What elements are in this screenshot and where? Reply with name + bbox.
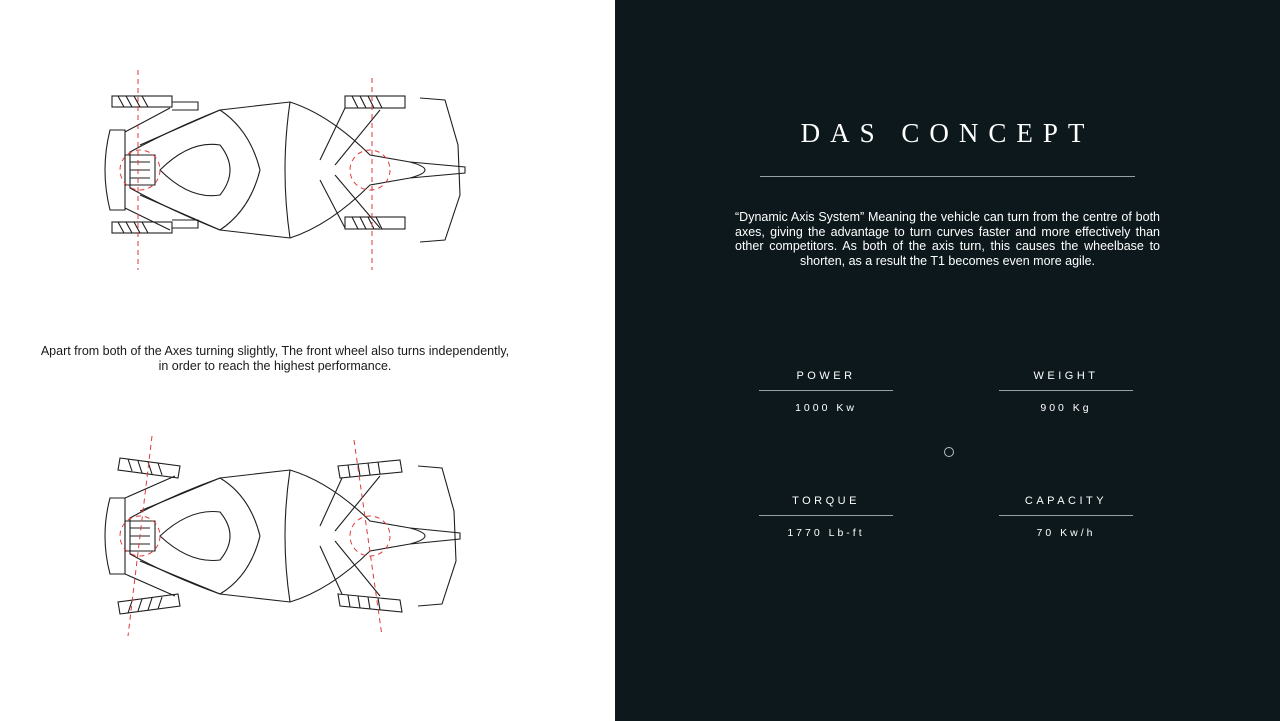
stat-label: POWER (759, 370, 893, 391)
stat-capacity (999, 495, 1133, 539)
diagram-panel (0, 0, 615, 721)
stat-power (759, 370, 893, 414)
front-wheel-upper (345, 96, 405, 108)
car-top-view-diagram-2 (80, 436, 480, 636)
stat-value: 900 Kg (1040, 402, 1092, 414)
title-divider (760, 176, 1135, 177)
stat-weight (999, 370, 1133, 414)
front-wheel-upper (338, 460, 402, 478)
front-wheel-lower (338, 594, 402, 612)
stat-value: 1000 Kw (795, 402, 857, 414)
stat-label: WEIGHT (999, 370, 1133, 391)
front-axis-line (354, 440, 382, 636)
stat-value: 1770 Lb-ft (787, 527, 865, 539)
stat-torque (759, 495, 893, 539)
rear-wheel-upper (118, 458, 180, 478)
rear-wheel-lower (118, 594, 180, 614)
diagram-caption: Apart from both of the Axes turning slightly, The front wheel also turns independently, in order to reach the highest performance. (40, 344, 510, 373)
stat-label: TORQUE (759, 495, 893, 516)
center-circle-icon (944, 447, 954, 457)
stat-value: 70 Kw/h (1036, 527, 1096, 539)
front-pivot-circle (350, 150, 390, 190)
stat-label: CAPACITY (999, 495, 1133, 516)
concept-description: “Dynamic Axis System” Meaning the vehicle can turn from the centre of both axes, giving the advantage to turn curves faster and more effectively than other competitors. As both of the axis turn, this causes the wheelbase to shorten, as a result the T1 becomes even more agile. (735, 210, 1160, 268)
page-title: DAS CONCEPT (800, 118, 1095, 148)
info-panel (615, 0, 1280, 721)
front-wheel-lower (345, 217, 405, 229)
car-top-view-diagram-1 (80, 70, 480, 270)
